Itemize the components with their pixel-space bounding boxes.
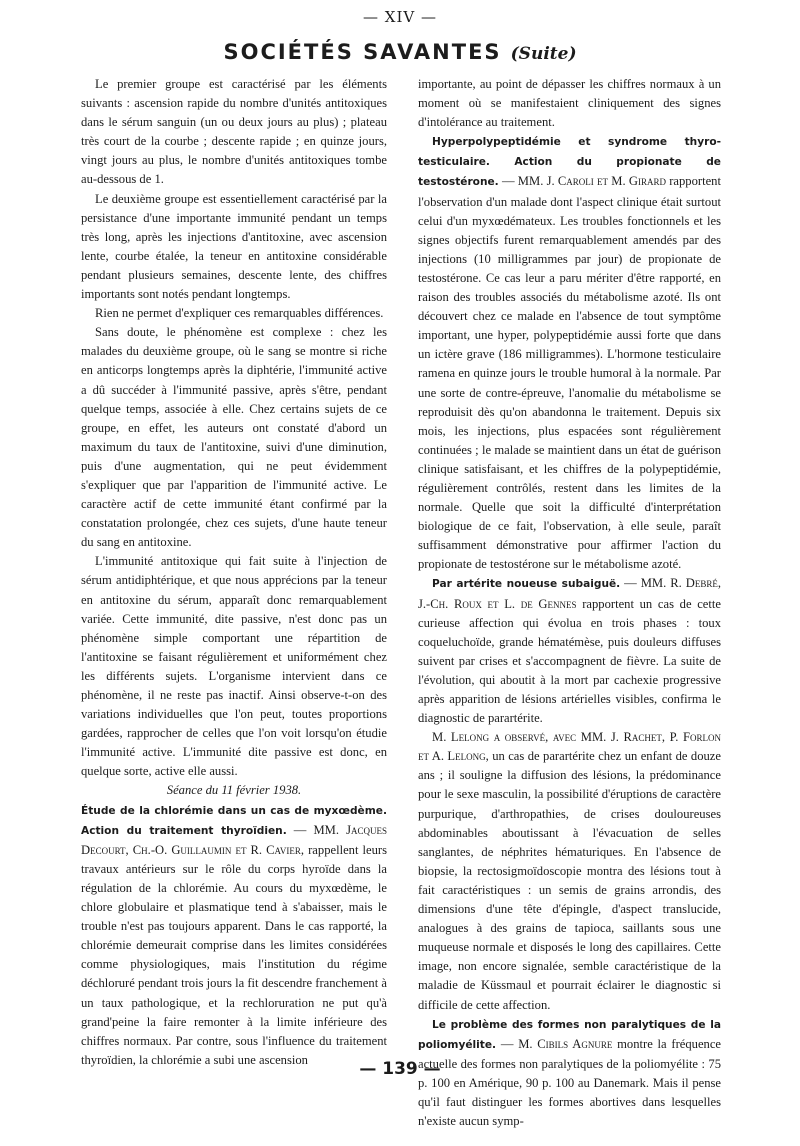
communication-body: rapportent un cas de cette curieuse affection qui évolua en trois phases : toux coqueluchoïde, grande hématémèse, puis douleurs diffuses suivent par crises et s'accompagnent de fièvre. La suite de l'évolution, qui aboutit à la mort par cachexie progressive après apparition de lésions artérielles visibles, confirma le diagnostic de parartérite. xyxy=(418,596,721,726)
communication-body: un cas de parartérite chez un enfant de douze ans ; il souligne la diffusion des lésions, la prédominance pour le sexe masculin, la possibilité d'éruptions de caractère purpurique, d'arthropathies, de crises douloureuses abdominables aboutissant à l'évacuation de selles sanglantes, de néphrites hématuriques. En l'absence de biopsie, la rectosigmoïdoscopie montra des lésions tout à fait caractéristiques : un semis de grains arrondis, des dimensions d'une tête d'épingle, d'aspect translucide, analogues à des grains de tapioca, saillants sous une muqueuse normale et disposés le long des capillaires. Cette image, non encore signalée, semble caractéristique de la maladie de Küssmaul et pourrait éclairer le diagnostic si difficile de cette affection. xyxy=(418,749,721,1012)
left-column xyxy=(81,75,387,1070)
communication-body: montre la fréquence actuelle des formes non paralytiques de la poliomyélite : 75 p. 100 en Amérique, 90 p. 100 au Danemark. Mais il pense qu'il faut distinguer les formes abortives dans lesquelles n'existe aucun symp- xyxy=(418,1036,722,1129)
communication-chloremie xyxy=(81,801,387,1070)
communication-body: rappellent leurs travaux antérieurs sur le rôle du corps hyroïde dans la régulation de la chlorémie. Au cours du myxœdème, le chlore globulaire et plasmatique tend à s'abaisser, mais le trouble n'est pas toujours apparent. Dans le cas rapporté, la chlorémie demeurait comprise dans les limites considérées comme physiologiques, mais l'institution du régime déchloruré pendant trois jours la fit descendre franchement à un taux pathologique, et la rechloruration ne put qu'à grand'peine la faire remonter à la limite inférieure des chiffres normaux. Par contre, sous l'influence du traitement thyroïdien, la chlorémie a subi une ascension xyxy=(81,842,388,1067)
paragraph: Le deuxième groupe est essentiellement caractérisé par la persistance d'une importante immunité pendant un temps très long, après les injections d'antitoxine, avec ascension lente, courbe étalée, la teneur en antitoxine considérable pendant plusieurs semaines, descente lente, des chiffres importants sont notés pendant longtemps. xyxy=(81,191,387,302)
communication-heading: Par artérite noueuse subaiguë. xyxy=(432,578,621,591)
right-column xyxy=(418,75,721,1131)
roman-page-number: — XIV — xyxy=(363,8,437,26)
paragraph: importante, au point de dépasser les chiffres normaux à un moment où se manifestaient cliniquement des signes d'intolérance au traitement. xyxy=(418,77,721,130)
communication-testosterone xyxy=(418,132,721,574)
communication-heading: Hyperpolypeptidémie et syndrome thyro-testiculaire. Action du propionate de testostérone. xyxy=(418,136,721,189)
communication-authors: M. Lelong a observé, avec MM. J. Rachet, P. Forlon et A. Lelong, xyxy=(418,730,721,764)
page-title xyxy=(0,40,800,64)
paragraph: Rien ne permet d'expliquer ces remarquables différences. xyxy=(95,306,384,321)
communication-authors: — MM. J. Caroli et M. Girard xyxy=(501,174,666,189)
communication-lelong xyxy=(418,728,721,1014)
paragraph: Le premier groupe est caractérisé par les éléments suivants : ascension rapide du nombre d'unités antitoxiques dans le sérum sanguin (un ou deux jours au plus) ; plateau très court de la courbe ; descente rapide ; en quinze jours, vingt jours au plus, le nombre d'unités antitoxiques tombe au-dessous de 1. xyxy=(81,77,387,187)
paragraph: Sans doute, le phénomène est complexe : chez les malades du deuxième groupe, où le sang se montre si riche en anticorps longtemps après la diphtérie, l'immunité active a dû succéder à l'immunité passive, après s'être, pendant quelque temps, associée à elle. Chez certains sujets de ce groupe, en effet, les auteurs ont constaté d'abord un maximum du taux de l'antitoxine, suivi d'une diminution, puis d'une augmentation, qui ne peut évidemment s'expliquer que par l'apparition de l'immunité active. Le caractère actif de cette immunité étant confirmé par la constatation prolongée, chez ces sujets, d'une haute teneur du sang en antitoxine. xyxy=(81,325,387,550)
session-date: Séance du 11 février 1938. xyxy=(166,783,302,798)
communication-authors: — MM. R. Debré, J.-Ch. Roux et L. de Gennes xyxy=(418,576,721,611)
page-number: — 139 — xyxy=(359,1059,441,1079)
paragraph: L'immunité antitoxique qui fait suite à l'injection de sérum antidiphtérique, et que nous apprécions par la teneur en antitoxine du sérum, apparaît donc remarquablement variée. Cette immunité, dite passive, n'est donc pas un phénomène simple comportant une répartition de l'antitoxine se faisant régulièrement et uniformément chez les différents sujets. L'organisme intervient dans ce phénomène, il ne reste pas inactif. Ainsi observe-t-on des variations individuelles que l'on peut, toutes proportions gardées, rapprocher de celles que l'on voit lorsqu'on étudie l'immunité active. L'immunité dite passive est donc, en quelque sorte, active elle aussi. xyxy=(81,554,387,779)
section-title: SOCIÉTÉS SAVANTES xyxy=(223,40,502,64)
section-subtitle: (Suite) xyxy=(510,44,577,64)
communication-heading: Le problème des formes non paralytiques de la poliomyélite. xyxy=(418,1018,721,1051)
communication-authors: — M. Cibils Agnure xyxy=(500,1036,613,1051)
communication-authors: — MM. Jacques Decourt, Ch.-O. Guillaumin et R. Cavier, xyxy=(81,822,387,857)
communication-heading: Étude de la chlorémie dans un cas de myxœdème. Action du traitement thyroïdien. xyxy=(81,804,387,837)
communication-body: rapportent l'observation d'un malade dont l'aspect clinique était surtout celui d'un myxœdémateux. Les troubles fonctionnels et les signes objectifs furent remarquablement amendés par des injections (10 milligrammes par jour) de propionate de testostérone. Ce cas leur a paru mériter d'être rapporté, en raison des troubles associés du métabolisme azoté. Ils ont découvert chez ce malade en l'absence de tout symptôme important, une hyper, polypeptidémie aussi forte que dans un ictère grave (186 milligrammes). L'hormone testiculaire ramena en quinze jours le trouble humoral à la normale. Par une sorte de contre-épreuve, l'anomalie du métabolisme se reproduisit dès qu'on abandonna le traitement. Depuis six mois, les injections, plus espacées sont régulièrement continuées ; le malade se maintient dans un état de guérison clinique satisfaisant, et les chiffres de la polypeptidémie, régulièrement contrôlés, restent dans les limites de la normale. Quelle que soit la difficulté d'interprétation biologique de ce fait, l'observation, à elle seule, paraît suffisamment démonstrative pour affirmer l'action du propionate de testostérone sur le métabolisme azoté. xyxy=(418,174,721,572)
communication-arterite xyxy=(418,574,721,728)
